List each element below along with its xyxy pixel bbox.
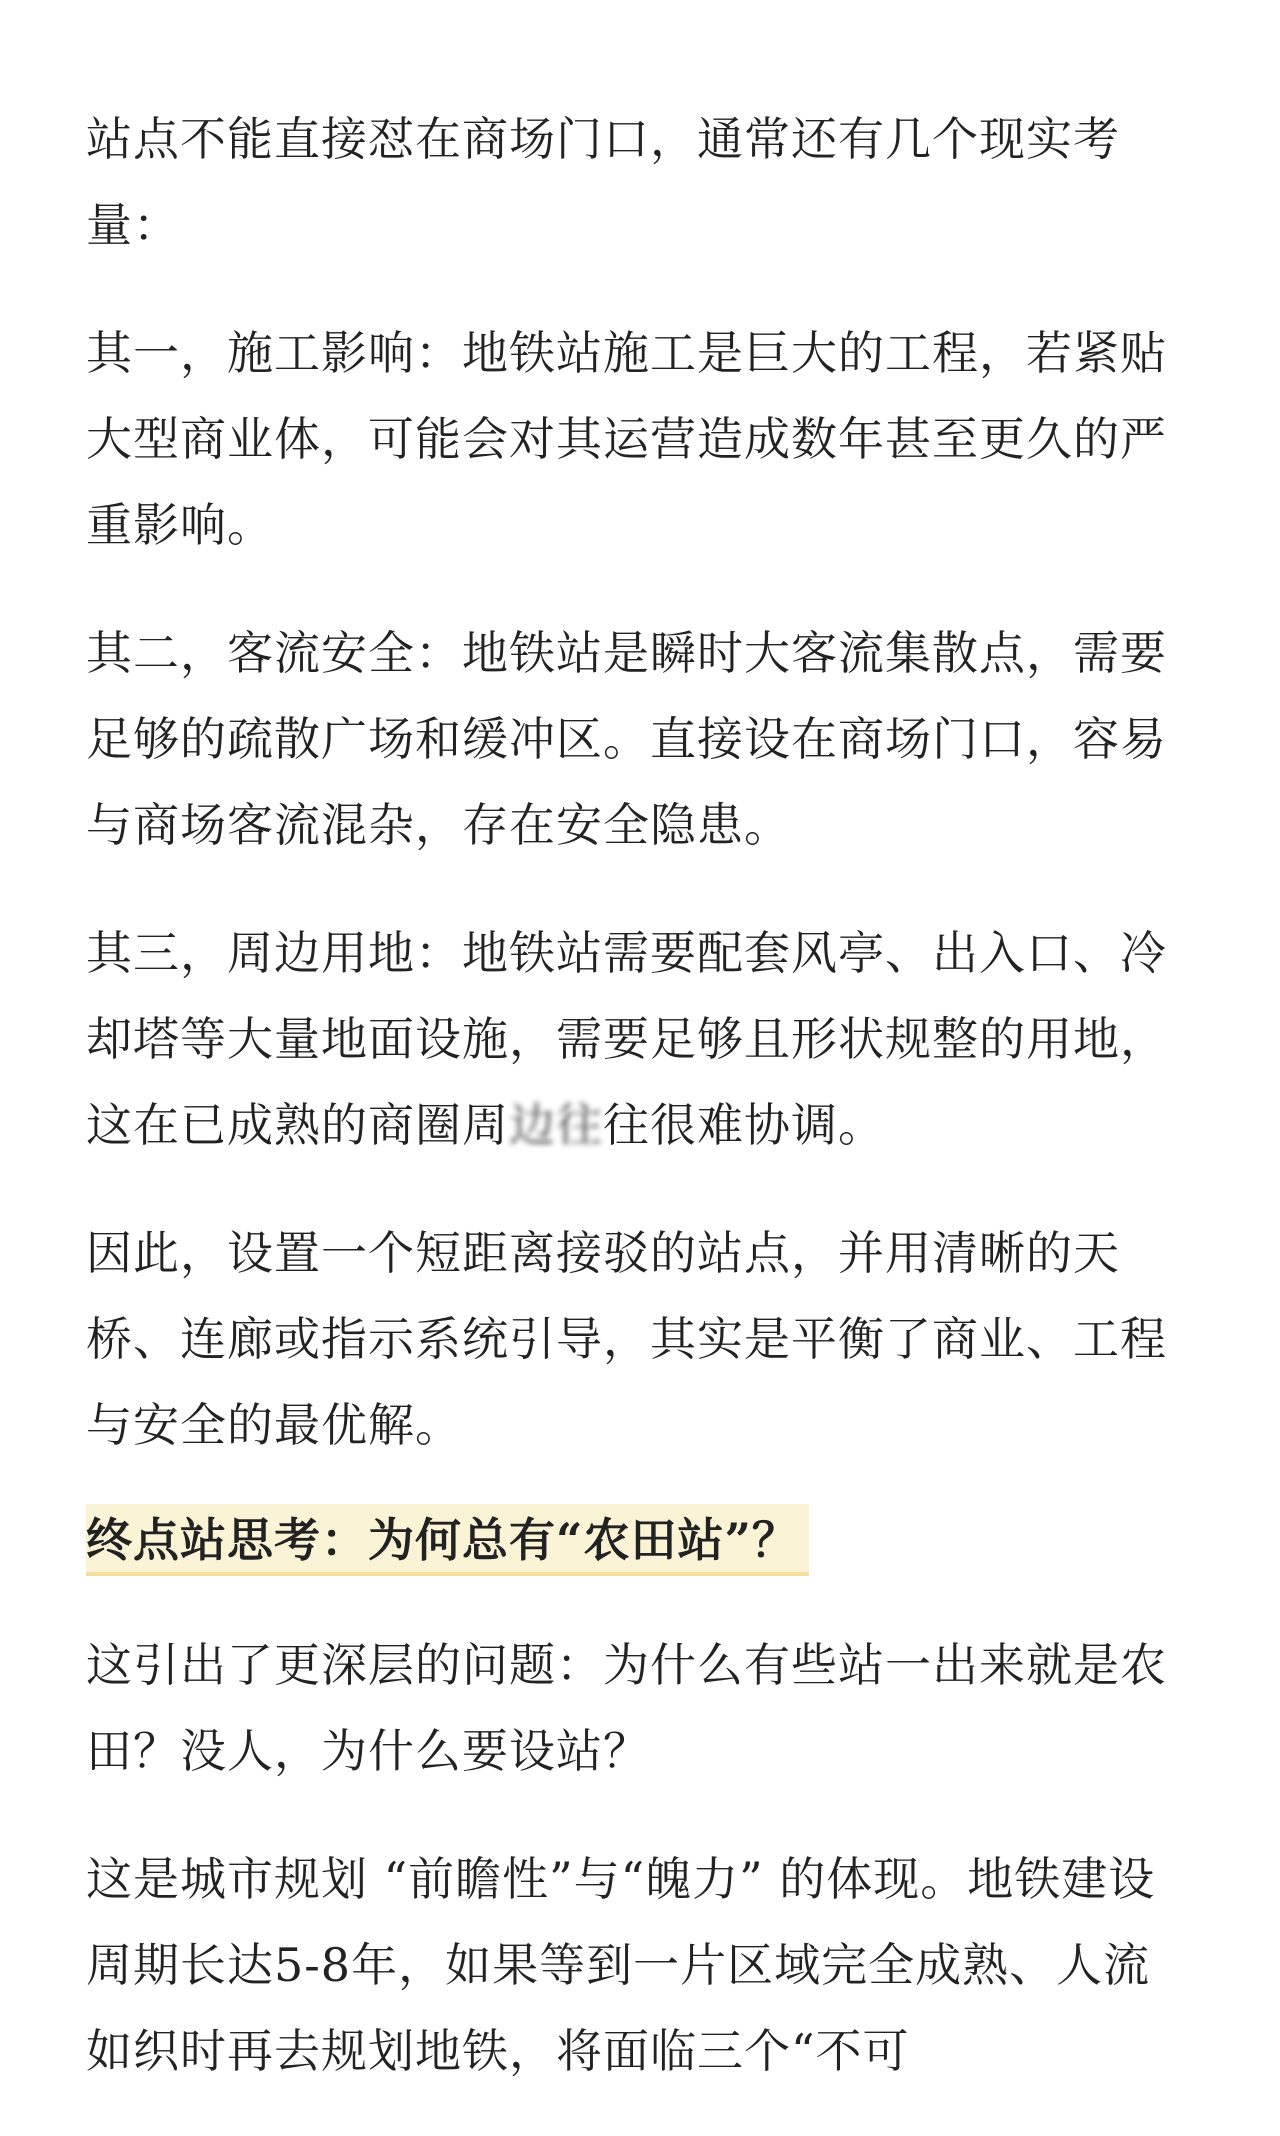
paragraph-land-use-text-a: 其三，周边用地：地铁站需要配套风亭、出入口、冷却塔等大量地面设施，需要足够且形状规整的用地，这在已成熟的商圈周 xyxy=(86,926,1167,1152)
article-body xyxy=(86,96,1194,2136)
paragraph-question: 这引出了更深层的问题：为什么有些站一出来就是农田？没人，为什么要设站？ xyxy=(86,1638,1167,1778)
paragraph-land-use-text-b: 往很难协调。 xyxy=(603,1098,885,1152)
paragraph-land-use xyxy=(86,910,1194,1168)
paragraph-safety: 其二，客流安全：地铁站是瞬时大客流集散点，需要足够的疏散广场和缓冲区。直接设在商场门口，容易与商场客流混杂，存在安全隐患。 xyxy=(86,626,1167,852)
paragraph-intro: 站点不能直接怼在商场门口，通常还有几个现实考量： xyxy=(86,112,1120,252)
paragraph-conclusion: 因此，设置一个短距离接驳的站点，并用清晰的天桥、连廊或指示系统引导，其实是平衡了商业、工程与安全的最优解。 xyxy=(86,1226,1167,1452)
section-heading: 终点站思考：为何总有“农田站”？ xyxy=(86,1504,809,1576)
paragraph-construction: 其一，施工影响：地铁站施工是巨大的工程，若紧贴大型商业体，可能会对其运营造成数年甚至更久的严重影响。 xyxy=(86,326,1167,552)
paragraph-foresight: 这是城市规划 “前瞻性”与“魄力” 的体现。地铁建设周期长达5-8年，如果等到一片区域完全成熟、人流如织时再去规划地铁，将面临三个“不可 xyxy=(86,1852,1156,2078)
blurred-text: 边往 xyxy=(509,1098,603,1152)
section-heading-wrap xyxy=(86,1504,1194,1576)
